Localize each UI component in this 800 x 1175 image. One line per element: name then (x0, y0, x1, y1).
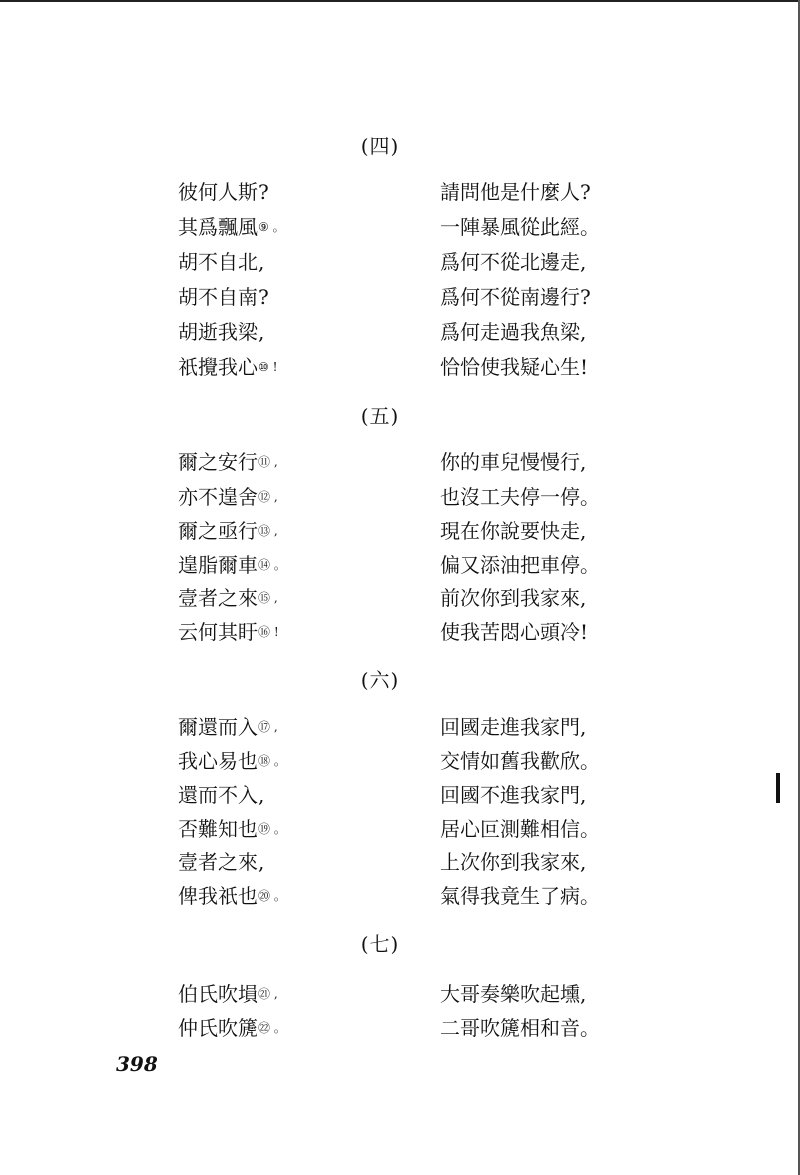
translation-line: 大哥奏樂吹起壎, (440, 982, 587, 1006)
section-heading-6: (六) (360, 668, 400, 692)
poem-line: 壹者之來⑮ , (178, 586, 278, 610)
translation-line: 恰恰使我疑心生! (440, 355, 589, 379)
translation-line: 現在你說要快走, (440, 519, 587, 543)
poem-line: 彼何人斯? (178, 180, 269, 204)
poem-line: 伯氏吹塤㉑ , (178, 982, 278, 1006)
translation-line: 使我苦悶心頭冷! (440, 620, 589, 644)
translation-line: 交情如舊我歡欣。 (440, 749, 600, 773)
poem-line: 其爲飄風⑨ 。 (178, 215, 285, 239)
poem-line: 爾之亟行⑬ , (178, 519, 278, 543)
poem-line: 胡不自北, (178, 250, 265, 274)
poem-line: 爾之安行⑪ , (178, 450, 278, 474)
section-heading-4: (四) (360, 134, 400, 158)
poem-line: 我心易也⑱ 。 (178, 749, 286, 773)
translation-line: 你的車兒慢慢行, (440, 450, 587, 474)
poem-line: 爾還而入⑰ , (178, 715, 278, 739)
translation-line: 回國走進我家門, (440, 715, 587, 739)
poem-line: 壹者之來, (178, 850, 265, 874)
section-heading-7: (七) (360, 932, 400, 956)
translation-line: 爲何不從南邊行? (440, 285, 591, 309)
translation-line: 回國不進我家門, (440, 783, 587, 807)
poem-line: 還而不入, (178, 783, 265, 807)
translation-line: 一陣暴風從此經。 (440, 215, 600, 239)
poem-line: 胡不自南? (178, 285, 269, 309)
section-heading-5: (五) (360, 404, 400, 428)
translation-line: 氣得我竟生了病。 (440, 884, 600, 908)
poem-line: 否難知也⑲ 。 (178, 817, 286, 841)
translation-line: 二哥吹篪相和音。 (440, 1016, 600, 1040)
poem-line: 亦不遑舍⑫ , (178, 485, 278, 509)
translation-line: 居心叵測難相信。 (440, 817, 600, 841)
translation-line: 爲何不從北邊走, (440, 250, 587, 274)
translation-line: 也沒工夫停一停。 (440, 485, 600, 509)
poem-line: 祇攪我心⑩ ! (178, 355, 278, 379)
page-number: 398 (116, 1052, 158, 1076)
margin-mark (776, 773, 780, 803)
translation-line: 上次你到我家來, (440, 850, 587, 874)
translation-line: 爲何走過我魚梁, (440, 320, 587, 344)
poem-line: 俾我祇也⑳ 。 (178, 884, 286, 908)
poem-line: 遑脂爾車⑭ 。 (178, 553, 286, 577)
translation-line: 偏又添油把車停。 (440, 553, 600, 577)
poem-line: 仲氏吹篪㉒ 。 (178, 1016, 286, 1040)
poem-line: 云何其盱⑯ ! (178, 620, 279, 644)
translation-line: 請問他是什麼人? (440, 180, 591, 204)
poem-line: 胡逝我梁, (178, 320, 265, 344)
top-border (0, 0, 800, 2)
translation-line: 前次你到我家來, (440, 586, 587, 610)
